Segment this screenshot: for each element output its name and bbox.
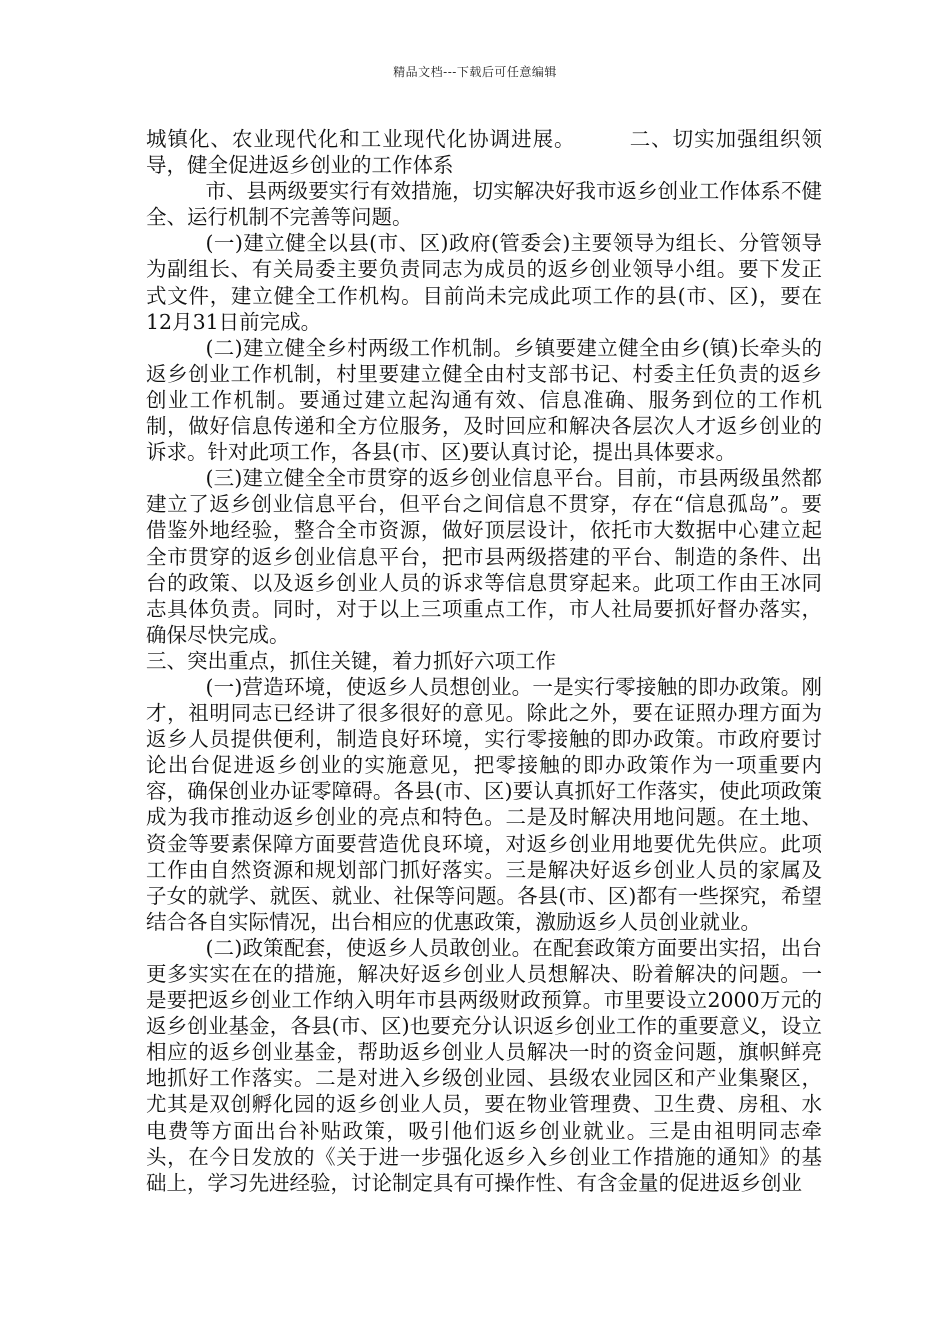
document-body <box>146 126 822 1196</box>
paragraph-6: (一)营造环境，使返乡人员想创业。一是实行零接触的即办政策。刚才，祖明同志已经讲了很多很好的意见。除此之外，要在证照办理方面为返乡人员提供便利，制造良好环境，实行零接触的即办政策。市政府要讨论出台促进返乡创业的实施意见，把零接触的即办政策作为一项重要内容，确保创业办证零障碍。各县(市、区)要认真抓好工作落实，使此项政策成为我市推动返乡创业的亮点和特色。二是及时解决用地问题。在土地、资金等要素保障方面要营造优良环境，对返乡创业用地要优先供应。此项工作由自然资源和规划部门抓好落实。三是解决好返乡创业人员的家属及子女的就学、就医、就业、社保等问题。各县(市、区)都有一些探究，希望结合各自实际情况，出台相应的优惠政策，激励返乡人员创业就业。 <box>146 674 822 934</box>
paragraph-4: (二)建立健全乡村两级工作机制。乡镇要建立健全由乡(镇)长牵头的返乡创业工作机制，村里要建立健全由村支部书记、村委主任负责的返乡创业工作机制。要通过建立起沟通有效、信息准确、服务到位的工作机制，做好信息传递和全方位服务，及时回应和解决各层次人才返乡创业的诉求。针对此项工作，各县(市、区)要认真讨论，提出具体要求。 <box>146 335 822 465</box>
paragraph-2: 市、县两级要实行有效措施，切实解决好我市返乡创业工作体系不健全、运行机制不完善等问题。 <box>146 179 822 230</box>
page-header: 精品文档---下载后可任意编辑 <box>393 65 557 79</box>
paragraph-1: 城镇化、农业现代化和工业现代化协调进展。 二、切实加强组织领导，健全促进返乡创业的工作体系 <box>146 127 822 178</box>
section-heading-3: 三、突出重点，抓住关键，着力抓好六项工作 <box>146 648 556 673</box>
paragraph-3: (一)建立健全以县(市、区)政府(管委会)主要领导为组长、分管领导为副组长、有关局委主要负责同志为成员的返乡创业领导小组。要下发正式文件，建立健全工作机构。目前尚未完成此项工作的县(市、区)，要在12月31日前完成。 <box>146 231 822 334</box>
paragraph-5: (三)建立健全全市贯穿的返乡创业信息平台。目前，市县两级虽然都建立了返乡创业信息平台，但平台之间信息不贯穿，存在“信息孤岛”。要借鉴外地经验，整合全市资源，做好顶层设计，依托市大数据中心建立起全市贯穿的返乡创业信息平台，把市县两级搭建的平台、制造的条件、出台的政策、以及返乡创业人员的诉求等信息贯穿起来。此项工作由王冰同志具体负责。同时，对于以上三项重点工作，市人社局要抓好督办落实，确保尽快完成。 <box>146 466 822 647</box>
paragraph-7: (二)政策配套，使返乡人员敢创业。在配套政策方面要出实招，出台更多实实在在的措施，解决好返乡创业人员想解决、盼着解决的问题。一是要把返乡创业工作纳入明年市县两级财政预算。市里要设立2000万元的返乡创业基金，各县(市、区)也要充分认识返乡创业工作的重要意义，设立相应的返乡创业基金，帮助返乡创业人员解决一时的资金问题，旗帜鲜亮地抓好工作落实。二是对进入乡级创业园、县级农业园区和产业集聚区，尤其是双创孵化园的返乡创业人员，要在物业管理费、卫生费、房租、水电费等方面出台补贴政策，吸引他们返乡创业就业。三是由祖明同志牵头，在今日发放的《关于进一步强化返乡入乡创业工作措施的通知》的基础上，学习先进经验，讨论制定具有可操作性、有含金量的促进返乡创业 <box>146 935 822 1195</box>
